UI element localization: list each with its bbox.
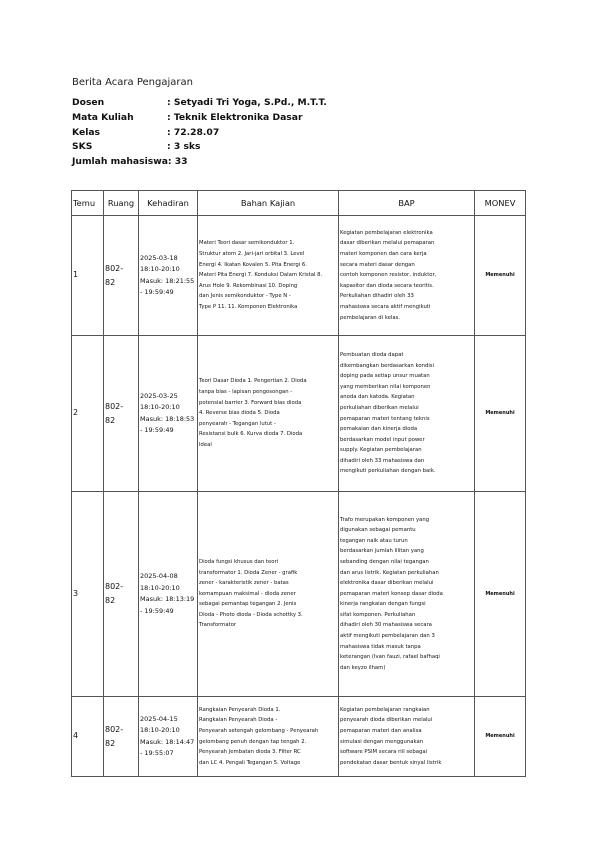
cell-bap-line: berdasarkan jumlah lilitan yang <box>340 548 424 555</box>
cell-monev: Memenuhi <box>475 697 526 777</box>
cell-ruang-line: 82 <box>105 596 116 605</box>
cell-bap-line: anoda dan katoda. Kegiatan <box>340 394 415 401</box>
document-title: Berita Acara Pengajaran <box>72 77 193 88</box>
info-row-jumlah <box>72 155 327 170</box>
cell-bap-line: mahasiswa secara aktif mengikuti <box>340 303 431 310</box>
cell-bap-line: doping pada setiap unsur muatan <box>340 373 430 380</box>
cell-ruang-line: 82 <box>105 415 116 425</box>
cell-temu: 4 <box>72 697 104 777</box>
cell-ruang <box>104 336 139 492</box>
cell-bahan-kajian-line: Materi Pita Energi 7. Konduksi Dalam Kristal 8. <box>199 272 323 279</box>
cell-bap-line: Trafo merupakan komponen yang <box>340 516 430 523</box>
table-row <box>72 697 526 777</box>
cell-bahan-kajian-line: Type P 11. 11. Komponen Elektronika <box>199 303 298 310</box>
cell-bahan-kajian-line: Transformator <box>199 622 237 629</box>
sks-value: : 3 sks <box>167 141 201 153</box>
bap-table <box>71 190 526 777</box>
jumlah-label: Jumlah mahasiswa <box>72 156 168 168</box>
cell-kehadiran-line: Masuk: 18:14:47 <box>140 737 195 746</box>
dosen-value: : Setyadi Tri Yoga, S.Pd., M.T.T. <box>167 97 327 108</box>
cell-kehadiran <box>139 697 198 777</box>
cell-bahan-kajian-line: Dioda fungsi khusus dan teori <box>199 558 279 565</box>
cell-kehadiran-line: 18:10-20:10 <box>140 583 180 592</box>
cell-temu: 2 <box>72 336 104 492</box>
cell-bap-line: pendekatan dasar bentuk sinyal listrik <box>340 759 442 766</box>
cell-kehadiran-line: Masuk: 18:18:53 <box>140 414 195 423</box>
cell-bap-line: pemakaian dan kinerja dioda <box>340 426 418 433</box>
cell-bahan-kajian-line: Teori Dasar Dioda 1. Pengertian 2. Dioda <box>199 378 307 385</box>
table-header-row <box>72 191 526 216</box>
cell-bahan-kajian-line: Energi 4. Ikatan Kovalen 5. Pita Energi 6. <box>199 261 307 268</box>
table-row <box>72 492 526 697</box>
cell-kehadiran-line: - 19:59:49 <box>140 288 174 296</box>
cell-bahan-kajian-line: Resistansi bulk 6. Kurva dioda 7. Dioda <box>199 431 303 438</box>
cell-bap-line: dan arus listrik. Kegiatan perkuliahan <box>340 569 439 576</box>
cell-ruang <box>104 216 139 336</box>
cell-bap-line: software PSIM secara riil sebagai <box>340 749 428 756</box>
cell-kehadiran-line: 18:10-20:10 <box>140 403 180 411</box>
cell-bap-line: penyearah dioda diberikan melalui <box>340 717 433 724</box>
cell-bap-line: mahasiswa tidak masuk tanpa <box>340 643 421 650</box>
cell-bap-line: yang memberikan nilai komponen <box>340 383 431 390</box>
cell-bap-line: mengikuti perkuliahan dengan baik. <box>340 468 436 475</box>
cell-bap-line: contoh komponen resistor, induktor, <box>340 272 437 279</box>
cell-kehadiran <box>139 336 198 492</box>
cell-bahan-kajian <box>198 336 339 492</box>
cell-bap-line: dikembangkan berdasarkan kondisi <box>340 362 435 369</box>
cell-temu: 3 <box>72 492 104 697</box>
cell-monev: Memenuhi <box>475 216 526 336</box>
cell-bap-line: dan keyzo ilham) <box>340 664 386 671</box>
cell-bap-line: Kegiatan pembelajaran rangkaian <box>340 706 430 713</box>
cell-bap-line: keterangan (Ivan fauzi, rafael bafhaqi <box>340 654 440 661</box>
header-bap: BAP <box>339 191 475 216</box>
cell-monev: Memenuhi <box>475 336 526 492</box>
cell-kehadiran-line: 2025-03-18 <box>140 253 178 262</box>
cell-bap-line: kinerja rangkaian dengan fungsi <box>340 601 426 608</box>
cell-monev: Memenuhi <box>475 492 526 697</box>
cell-bahan-kajian-line: Arus Hole 9. Rekombinasi 10. Doping <box>199 282 298 289</box>
cell-bahan-kajian-line: transformator 1. Dioda Zener - grafik <box>199 569 298 576</box>
info-row-sks <box>72 140 327 155</box>
cell-kehadiran-line: 18:10-20:10 <box>140 726 180 734</box>
info-row-dosen <box>72 96 327 111</box>
header-monev: MONEV <box>475 191 526 216</box>
cell-ruang-line: 802- <box>105 263 124 273</box>
cell-kehadiran-line: 2025-04-15 <box>140 714 178 723</box>
header-temu: Temu <box>72 191 104 216</box>
cell-bahan-kajian-line: sebagai pemantap tegangan 2. Jenis <box>199 601 297 608</box>
dosen-label: Dosen <box>72 97 105 108</box>
cell-bahan-kajian <box>198 492 339 697</box>
table-row <box>72 336 526 492</box>
cell-bahan-kajian-line: Materi Teori dasar semikonduktor 1. <box>199 240 295 247</box>
header-kehadiran: Kehadiran <box>139 191 198 216</box>
cell-kehadiran-line: 2025-04-08 <box>140 572 178 580</box>
header-bahan-kajian: Bahan Kajian <box>198 191 339 216</box>
cell-ruang-line: 802- <box>105 724 124 734</box>
matakuliah-value: : Teknik Elektronika Dasar <box>167 111 303 123</box>
cell-bahan-kajian <box>198 697 339 777</box>
cell-bap <box>339 336 475 492</box>
cell-ruang-line: 802- <box>105 401 124 411</box>
cell-bap-line: dihadiri oleh 33 mahasiswa dan <box>340 457 425 464</box>
cell-bahan-kajian-line: dan LC 4. Pengali Tegangan 5. Voltage <box>199 759 301 766</box>
cell-bap-line: pemaparan materi tentang teknis <box>340 415 430 422</box>
cell-bap-line: pemaparan materi konsep dasar dioda <box>340 590 443 597</box>
cell-bap-line: dasar diberikan melalui pemaparan <box>340 240 435 247</box>
cell-bap <box>339 492 475 697</box>
cell-ruang <box>104 697 139 777</box>
cell-bap-line: Kegiatan pembelajaran elektronika <box>340 229 433 236</box>
cell-kehadiran <box>139 216 198 336</box>
cell-bahan-kajian-line: dan Jenis semikonduktor - Type N - <box>199 293 291 300</box>
cell-bap-line: Perkuliahan dihadiri oleh 33 <box>340 293 414 300</box>
cell-bap-line: Pembuatan dioda dapat <box>340 351 404 358</box>
cell-bap-line: digunakan sebagai pemantu <box>340 527 416 534</box>
cell-bap-line: secara materi dasar dengan <box>340 261 415 268</box>
cell-bahan-kajian-line: potensial barrier 3. Forward bias dioda <box>199 399 302 406</box>
cell-bap-line: dihadiri oleh 30 mahasiswa secara <box>340 622 432 629</box>
cell-bap-line: pemaparan materi dan analisa <box>340 727 422 734</box>
table-row <box>72 216 526 336</box>
cell-kehadiran-line: Masuk: 18:13:19 <box>140 595 195 603</box>
cell-kehadiran-line: 2025-03-25 <box>140 391 178 400</box>
cell-bahan-kajian-line: Dioda - Photo dioda - Dioda schottky 3. <box>199 611 303 618</box>
cell-bap-line: perkuliahan diberikan melalui <box>340 404 419 411</box>
cell-bahan-kajian-line: zener - karakteristik zener - batas <box>199 580 289 587</box>
cell-bap-line: supply. Kegiatan pembelajaran <box>340 447 422 454</box>
cell-bahan-kajian-line: Rangkaian Penyearah Dioda 1. <box>199 706 281 713</box>
cell-bahan-kajian-line: Rangkaian Penyearah Dioda - <box>199 717 278 724</box>
cell-kehadiran-line: Masuk: 18:21:55 <box>140 276 195 285</box>
sks-label: SKS <box>72 141 93 153</box>
cell-bap-line: elektronika dasar diberikan melalui <box>340 580 434 587</box>
cell-bahan-kajian-line: 4. Reverse bias dioda 5. Dioda <box>199 410 280 417</box>
cell-bap-line: pembelajaran di kelas. <box>340 314 401 321</box>
info-row-matakuliah <box>72 111 327 126</box>
cell-ruang-line: 82 <box>105 738 116 748</box>
cell-bahan-kajian-line: Penyearah Jembatan dioda 3. Filter RC <box>199 749 301 756</box>
cell-bahan-kajian-line: gelombang penuh dengan tap tengah 2. <box>199 738 307 745</box>
cell-bahan-kajian-line: penyearah - Tegangan lutut - <box>199 420 276 427</box>
kelas-label: Kelas <box>72 126 101 138</box>
cell-ruang-line: 802- <box>105 582 124 591</box>
cell-bap-line: tegangan naik atau turun <box>340 537 408 544</box>
cell-bahan-kajian <box>198 216 339 336</box>
cell-bahan-kajian-line: Penyearah setengah gelombang - Penyearah <box>199 727 319 734</box>
cell-bap-line: simulasi dengan menggunakan <box>340 738 424 745</box>
cell-ruang <box>104 492 139 697</box>
cell-bap-line: sifat komponen. Perkuliahan <box>340 611 416 618</box>
cell-kehadiran-line: - 19:59:49 <box>140 426 174 434</box>
cell-bap-line: aktif mengikuti pembelajaran dan 3 <box>340 633 435 640</box>
cell-bap <box>339 216 475 336</box>
info-row-kelas <box>72 126 327 141</box>
cell-bap-line: sebanding dengan nilai tegangan <box>340 558 429 565</box>
cell-bap-line: berdasarkan model input power <box>340 436 425 443</box>
cell-bahan-kajian-line: Struktur atom 2. Jari-jari orbital 3. Level <box>199 251 305 258</box>
matakuliah-label: Mata Kuliah <box>72 111 134 123</box>
cell-ruang-line: 82 <box>105 277 116 287</box>
cell-kehadiran <box>139 492 198 697</box>
cell-bahan-kajian-line: kemampuan maksimal - dioda zener <box>199 590 296 597</box>
cell-bap <box>339 697 475 777</box>
cell-kehadiran-line: 18:10-20:10 <box>140 265 180 273</box>
cell-bahan-kajian-line: Ideal <box>199 441 212 448</box>
header-ruang: Ruang <box>104 191 139 216</box>
cell-bahan-kajian-line: tanpa bias - lapisan pengosongan - <box>199 389 293 396</box>
cell-kehadiran-line: - 19:59:49 <box>140 606 174 615</box>
jumlah-value: : 33 <box>167 156 188 168</box>
kelas-value: : 72.28.07 <box>167 126 220 138</box>
course-info <box>72 96 327 170</box>
cell-bap-line: kapasitor dan dioda secara teoritis. <box>340 282 434 289</box>
cell-kehadiran-line: - 19:55:07 <box>140 749 174 757</box>
cell-temu: 1 <box>72 216 104 336</box>
cell-bap-line: materi komponen dan cara kerja <box>340 251 427 258</box>
